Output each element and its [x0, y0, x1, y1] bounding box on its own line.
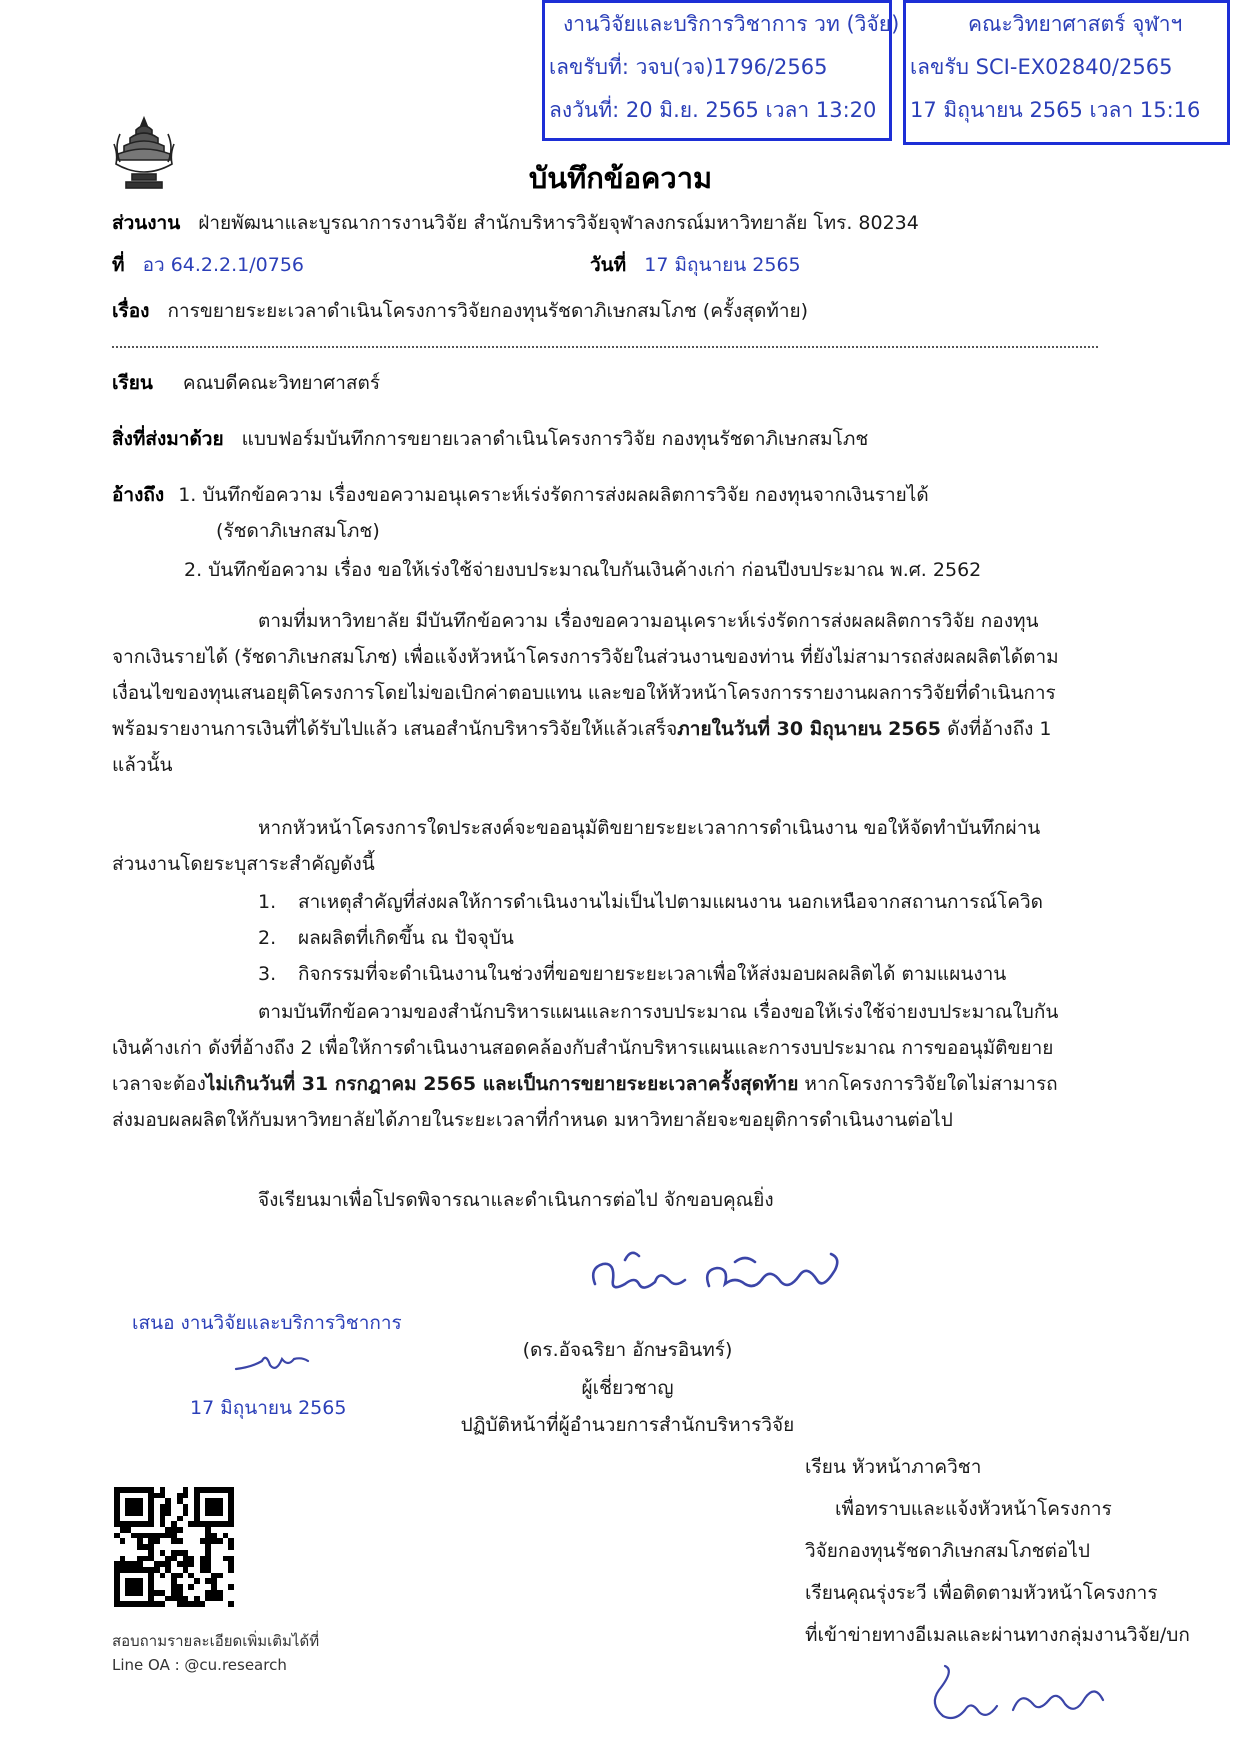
list-text: ผลผลิตที่เกิดขึ้น ณ ปัจจุบัน [298, 927, 514, 949]
reference-item2: 2. บันทึกข้อความ เรื่อง ขอให้เร่งใช้จ่ายงบประมาณใบกันเงินค้างเก่า ก่อนปีงบประมาณ พ.ศ. 2562 [184, 559, 982, 581]
closing-text: จึงเรียนมาเพื่อโปรดพิจารณาและดำเนินการต่อไป จักขอบคุณยิ่ง [258, 1189, 774, 1211]
received-stamp-right [903, 0, 1230, 145]
para1-text: พร้อมรายงานการเงินที่ได้รับไปแล้ว เสนอสำนักบริหารวิจัยให้แล้วเสร็จ [112, 718, 678, 740]
enclosure-row [112, 424, 868, 454]
signer-name [0, 1335, 1241, 1365]
para1-line: แล้วนั้น [112, 754, 173, 776]
para1-line [112, 711, 1122, 747]
date-label: วันที่ [590, 254, 627, 276]
stamp-right-faculty: คณะวิทยาศาสตร์ จุฬาฯ [968, 12, 1183, 36]
list-number: 3. [258, 963, 277, 985]
to-label: เรียน [112, 372, 153, 394]
list-number: 2. [258, 927, 277, 949]
para2-line: ส่วนงานโดยระบุสาระสำคัญดังนี้ [112, 853, 375, 875]
to-row [112, 368, 380, 398]
stamp-left-number: เลขรับที่: วจบ(วจ)1796/2565 [549, 55, 828, 79]
para3-line [112, 1066, 1122, 1102]
para1-deadline: ภายในวันที่ 30 มิถุนายน 2565 [677, 718, 942, 740]
para3-line: เงินค้างเก่า ดังที่อ้างถึง 2 เพื่อให้การดำเนินงานสอดคล้องกับสำนักบริหารแผนและการงบประมาณ การขออนุมัติขยาย [112, 1037, 1054, 1059]
contact-line2: Line OA : @cu.research [112, 1656, 287, 1674]
section-value: ฝ่ายพัฒนาและบูรณาการงานวิจัย สำนักบริหารวิจัยจุฬาลงกรณ์มหาวิทยาลัย โทร. 80234 [198, 212, 919, 234]
subject-row [112, 296, 808, 326]
qr-module [228, 1601, 234, 1607]
section-label: ส่วนงาน [112, 212, 181, 234]
header-divider [112, 346, 1098, 348]
to-value: คณบดีคณะวิทยาศาสตร์ [182, 372, 381, 394]
initials-left [232, 1347, 312, 1377]
note-right-line: เพื่อทราบและแจ้งหัวหน้าโครงการ [835, 1498, 1112, 1520]
list-number: 1. [258, 891, 277, 913]
signer-position2-text: ปฏิบัติหน้าที่ผู้อำนวยการสำนักบริหารวิจัย [460, 1414, 795, 1436]
signer-position2 [0, 1410, 1241, 1440]
para1-line: เงื่อนไขของทุนเสนอยุติโครงการโดยไม่ขอเบิกค่าตอบแทน และขอให้หัวหน้าโครงการรายงานผลการวิจัยที่ดำเนินการ [112, 682, 1056, 704]
list-item [258, 920, 1118, 956]
memo-title: บันทึกข้อความ [528, 161, 713, 195]
signature-right [925, 1660, 1115, 1730]
paragraph-1 [112, 603, 1122, 783]
reference-label: อ้างถึง [112, 484, 165, 506]
ref-value: อว 64.2.2.1/0756 [142, 254, 305, 276]
para1-line: ตามที่มหาวิทยาลัย มีบันทึกข้อความ เรื่องขอความอนุเคราะห์เร่งรัดการส่งผลผลิตการวิจัย กองทุน [258, 610, 1039, 632]
date-row [590, 250, 801, 280]
subject-value: การขยายระยะเวลาดำเนินโครงการวิจัยกองทุนรัชดาภิเษกสมโภช (ครั้งสุดท้าย) [167, 300, 809, 322]
note-right-line: เรียน หัวหน้าภาควิชา [805, 1456, 982, 1478]
signer-position1 [0, 1373, 1241, 1403]
enclosure-label: สิ่งที่ส่งมาด้วย [112, 428, 224, 450]
ref-label: ที่ [112, 254, 125, 276]
signer-position1-text: ผู้เชี่ยวชาญ [581, 1377, 674, 1399]
note-right-line: วิจัยกองทุนรัชดาภิเษกสมโภชต่อไป [805, 1540, 1090, 1562]
para3-deadline: ไม่เกินวันที่ 31 กรกฎาคม 2565 และเป็นการขยายระยะเวลาครั้งสุดท้าย [205, 1073, 799, 1095]
reference-row [112, 480, 929, 510]
enclosure-value: แบบฟอร์มบันทึกการขยายเวลาดำเนินโครงการวิจัย กองทุนรัชดาภิเษกสมโภช [241, 428, 869, 450]
stamp-right-date: 17 มิถุนายน 2565 เวลา 15:16 [910, 98, 1201, 122]
contact-line1: สอบถามรายละเอียดเพิ่มเติมได้ที่ [112, 1632, 320, 1650]
received-stamp-left [542, 0, 900, 141]
para3-line: ส่งมอบผลผลิตให้กับมหาวิทยาลัยได้ภายในระยะเวลาที่กำหนด มหาวิทยาลัยจะขอยุติการดำเนินงานต่อไป [112, 1109, 953, 1131]
para3-text: หากโครงการวิจัยใดไม่สามารถ [798, 1073, 1058, 1095]
stamp-left-date: ลงวันที่: 20 มิ.ย. 2565 เวลา 13:20 [549, 98, 877, 122]
stamp-right-number: เลขรับ SCI-EX02840/2565 [910, 55, 1173, 79]
list-text: สาเหตุสำคัญที่ส่งผลให้การดำเนินงานไม่เป็นไปตามแผนงาน นอกเหนือจากสถานการณ์โควิด [298, 891, 1043, 913]
section-row [112, 208, 919, 238]
requirements-list [258, 884, 1118, 992]
list-item [258, 884, 1118, 920]
date-value: 17 มิถุนายน 2565 [644, 254, 801, 276]
reference-item1-cont: (รัชดาภิเษกสมโภช) [216, 520, 380, 542]
ref-row [112, 250, 304, 280]
subject-label: เรื่อง [112, 300, 150, 322]
qr-code [114, 1487, 234, 1607]
para2-line: หากหัวหน้าโครงการใดประสงค์จะขออนุมัติขยายระยะเวลาการดำเนินงาน ขอให้จัดทำบันทึกผ่าน [258, 817, 1041, 839]
note-left-propose: เสนอ งานวิจัยและบริการวิชาการ [132, 1312, 402, 1334]
para3-line: ตามบันทึกข้อความของสำนักบริหารแผนและการงบประมาณ เรื่องขอให้เร่งใช้จ่ายงบประมาณใบกัน [258, 1001, 1059, 1023]
list-text: กิจกรรมที่จะดำเนินงานในช่วงที่ขอขยายระยะเวลาเพื่อให้ส่งมอบผลผลิตได้ ตามแผนงาน [298, 963, 1007, 985]
list-item [258, 956, 1118, 992]
reference-item1: 1. บันทึกข้อความ เรื่องขอความอนุเคราะห์เร่งรัดการส่งผลผลิตการวิจัย กองทุนจากเงินรายได้ [178, 484, 929, 506]
note-right [805, 1446, 1225, 1656]
paragraph-2 [112, 810, 1122, 882]
signature-director [585, 1240, 855, 1310]
paragraph-3 [112, 994, 1122, 1138]
para1-line: จากเงินรายได้ (รัชดาภิเษกสมโภช) เพื่อแจ้งหัวหน้าโครงการวิจัยในส่วนงานของท่าน ที่ยังไม่สามารถส่งผลผลิตได้ตาม [112, 646, 1059, 668]
para3-text: เวลาจะต้อง [112, 1073, 206, 1095]
note-left-date: 17 มิถุนายน 2565 [190, 1397, 347, 1419]
note-right-line: เรียนคุณรุ่งระวี เพื่อติดตามหัวหน้าโครงการ [805, 1582, 1158, 1604]
para1-text: ดังที่อ้างถึง 1 [941, 718, 1052, 740]
note-right-line: ที่เข้าข่ายทางอีเมลและผ่านทางกลุ่มงานวิจัย/บก [805, 1624, 1190, 1646]
stamp-left-dept: งานวิจัยและบริการวิชาการ วท (วิจัย) [563, 12, 900, 36]
signer-name-text: (ดร.อัจฉริยา อักษรอินทร์) [522, 1339, 733, 1361]
